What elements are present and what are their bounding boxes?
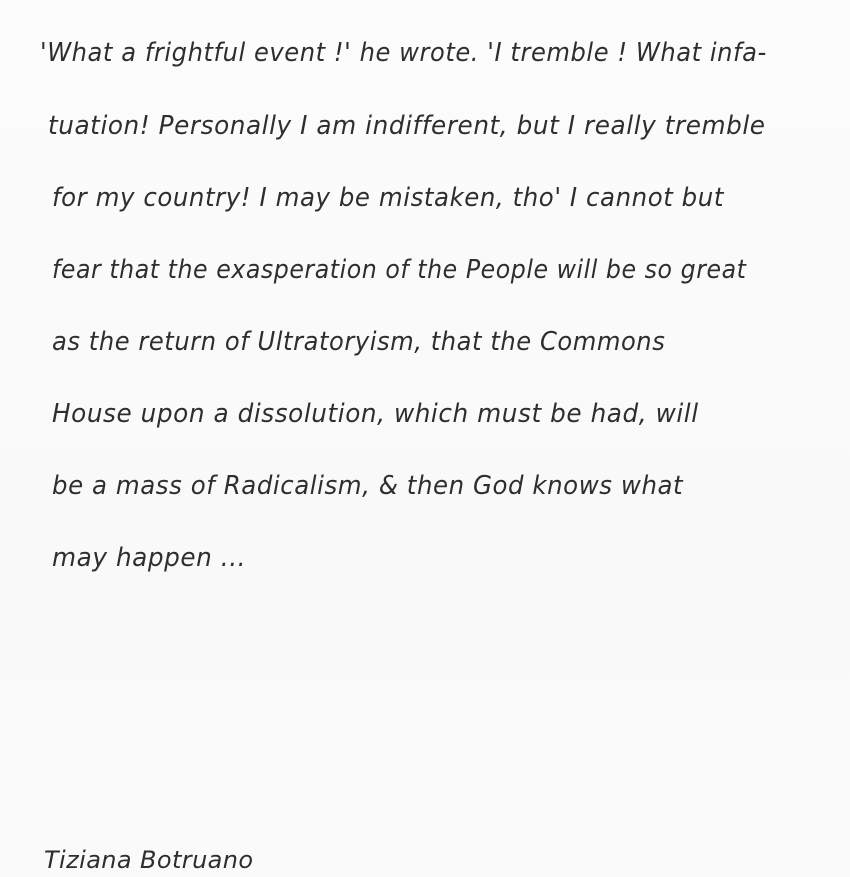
author-signature: Tiziana Botruano bbox=[44, 846, 254, 874]
text-line-2: tuation! Personally I am indifferent, but I really tremble bbox=[48, 111, 766, 141]
text-line-1: 'What a frightful event !' he wrote. 'I tremble ! What infa- bbox=[40, 38, 767, 68]
text-line-8: may happen ... bbox=[52, 543, 247, 573]
text-line-4: fear that the exasperation of the People will be so great bbox=[52, 255, 747, 285]
text-line-7: be a mass of Radicalism, & then God knows what bbox=[52, 471, 684, 501]
text-line-6: House upon a dissolution, which must be had, will bbox=[52, 399, 699, 429]
text-line-5: as the return of Ultratoryism, that the Commons bbox=[52, 327, 666, 357]
text-line-3: for my country! I may be mistaken, tho' I cannot but bbox=[52, 183, 724, 213]
